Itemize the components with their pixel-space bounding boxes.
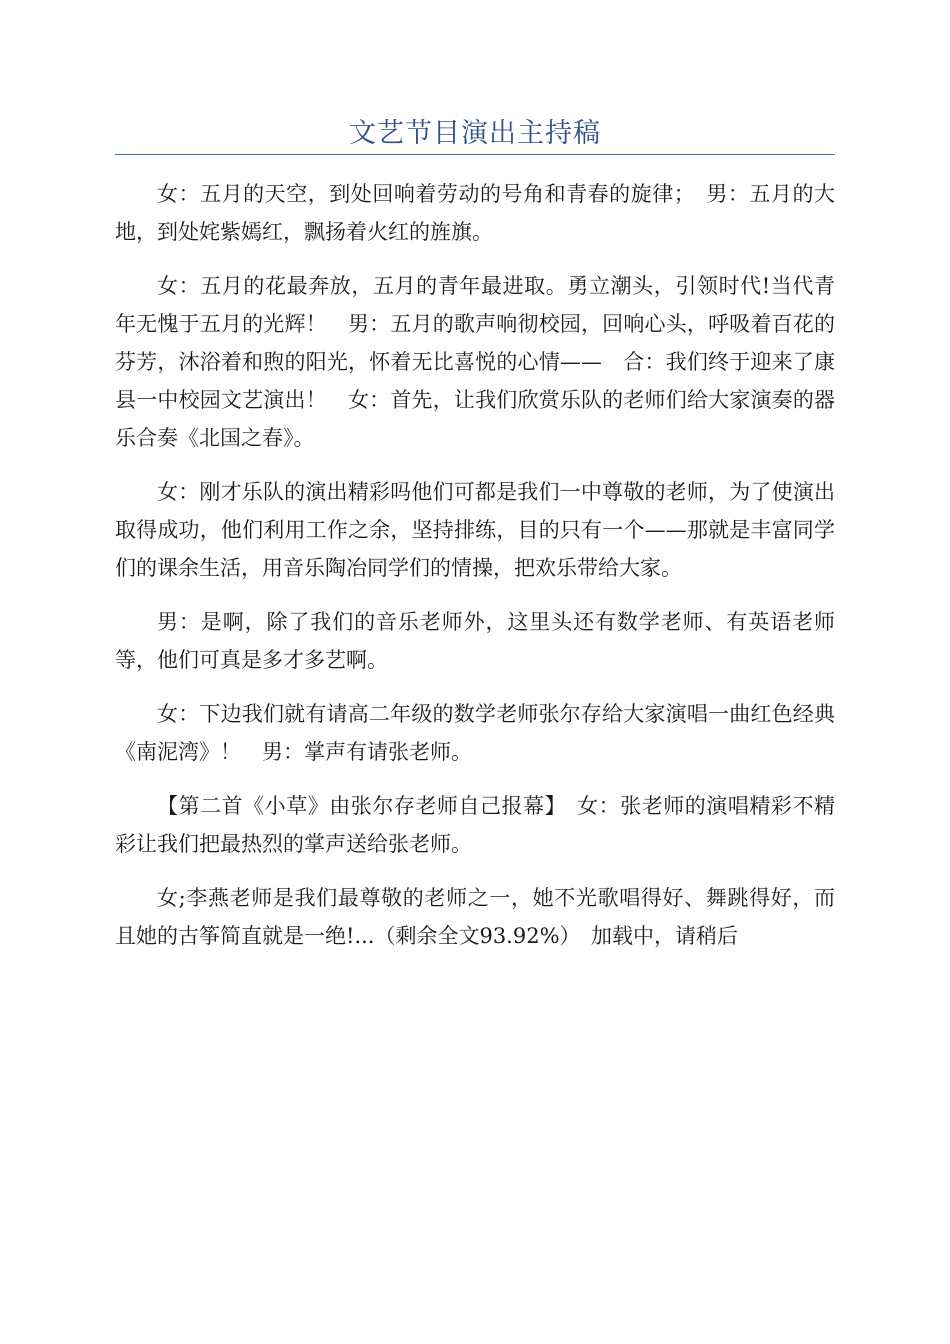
paragraph: 男：是啊，除了我们的音乐老师外，这里头还有数学老师、有英语老师等，他们可真是多才多艺啊。 <box>115 610 835 672</box>
paragraph: 女：下边我们就有请高二年级的数学老师张尔存给大家演唱一曲红色经典《南泥湾》！ 男：掌声有请张老师。 <box>115 702 835 764</box>
paragraph: 女：五月的天空，到处回响着劳动的号角和青春的旋律； 男：五月的大地，到处姹紫嫣红，飘扬着火红的旌旗。 <box>115 182 835 244</box>
document-body <box>115 175 835 971</box>
document-title: 文艺节目演出主持稿 <box>349 118 601 149</box>
paragraph: 【第二首《小草》由张尔存老师自己报幕】 女：张老师的演唱精彩不精彩让我们把最热烈的掌声送给张老师。 <box>115 794 835 856</box>
paragraph-truncated: 女;李燕老师是我们最尊敬的老师之一，她不光歌唱得好、舞跳得好，而且她的古筝简直就是一绝!...（剩余全文93.92%） 加载中，请稍后 <box>115 886 835 948</box>
paragraph: 女：刚才乐队的演出精彩吗他们可都是我们一中尊敬的老师，为了使演出取得成功，他们利用工作之余，坚持排练，目的只有一个——那就是丰富同学们的课余生活，用音乐陶冶同学们的情操，把欢乐带给大家。 <box>115 480 835 580</box>
title-divider <box>115 154 835 155</box>
paragraph: 女：五月的花最奔放，五月的青年最进取。勇立潮头，引领时代!当代青年无愧于五月的光辉！ 男：五月的歌声响彻校园，回响心头，呼吸着百花的芬芳，沐浴着和煦的阳光，怀着无比喜悦的心情—— 合：我们终于迎来了康县一中校园文艺演出！ 女：首先，让我们欣赏乐队的老师们给大家演奏的器乐合奏《北国之春》。 <box>115 274 835 450</box>
